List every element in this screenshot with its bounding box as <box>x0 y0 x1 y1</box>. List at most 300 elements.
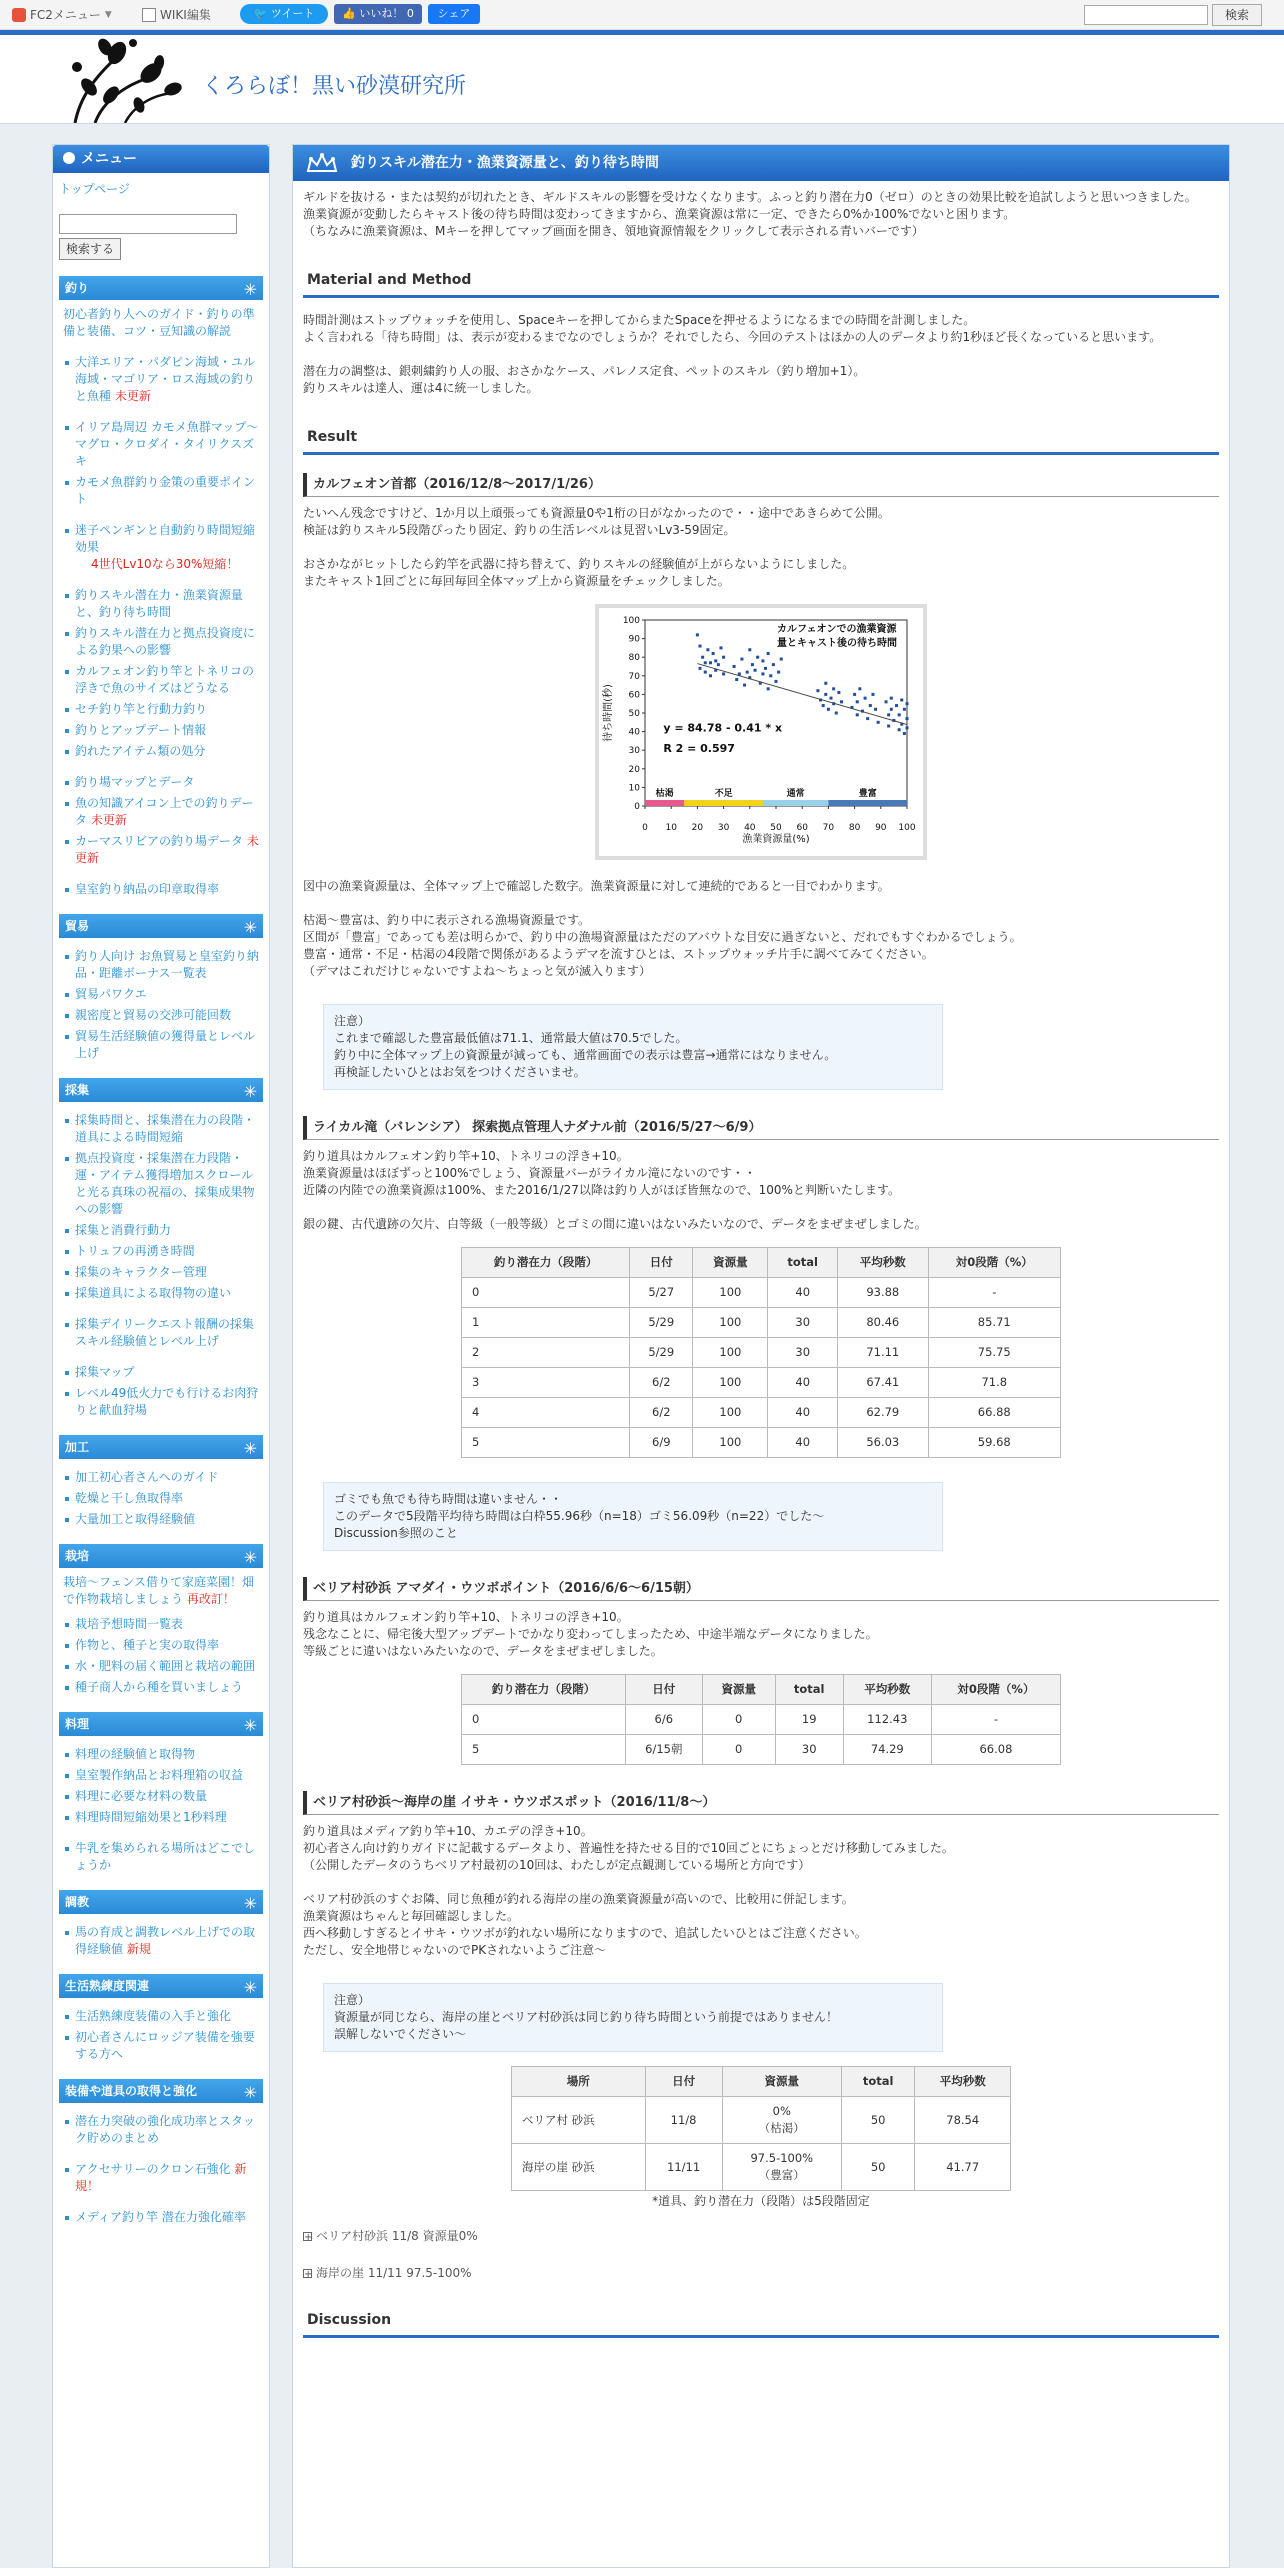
sidebar-item-link[interactable]: 牛乳を集められる場所はどこでしょうか <box>75 1841 256 1872</box>
sidebar-item[interactable] <box>63 1364 259 1381</box>
sidebar-item[interactable] <box>63 743 259 760</box>
sidebar-item[interactable] <box>63 1316 259 1350</box>
table-cell: 100 <box>693 1278 768 1308</box>
sidebar-menu-title: メニュー <box>81 151 137 167</box>
twitter-bird-icon: 🐦 <box>253 7 268 20</box>
share-button[interactable] <box>428 4 480 24</box>
calpheon-line: おさかながヒットしたら釣竿を武器に持ち替えて、釣りスキルの経験値が上がらないようにしました。 <box>303 557 855 571</box>
top-search-input[interactable] <box>1084 5 1208 25</box>
velia-line: 残念なことに、帰宅後大型アップデートでかなり変わってしまったため、中途半端なデータになりました。 <box>303 1627 878 1641</box>
mm-line: 時間計測はストップウォッチを使用し、Spaceキーを押してからまたSpaceを押せるようになるまでの時間を計測しました。 <box>303 313 976 327</box>
table-cell: 3 <box>462 1368 630 1398</box>
velia-cliff-line: 釣り道具はメディア釣り竿+10、カエデの浮き+10。 <box>303 1824 593 1838</box>
sidebar-item-link[interactable]: 採集のキャラクター管理 <box>75 1265 207 1279</box>
intro-text <box>303 189 1219 240</box>
sidebar-item-link[interactable]: 種子商人から種を買いましょう <box>75 1680 244 1694</box>
sidebar-category-header <box>59 2079 263 2103</box>
sidebar-item-link[interactable]: 釣り人向け お魚貿易と皇室釣り納品・距離ボーナス一覧表 <box>75 949 259 980</box>
table-cell: 5 <box>462 1735 626 1765</box>
table-header-cell: 釣り潜在力（段階） <box>462 1248 630 1278</box>
sidebar-item[interactable] <box>63 1616 259 1633</box>
sidebar-item-link[interactable]: 採集と消費行動力 <box>75 1223 172 1237</box>
sidebar-item-link[interactable]: カルフェオン釣り竿とトネリコの浮きで魚のサイズはどうなる <box>75 664 255 695</box>
sidebar-item-link[interactable]: 釣りスキル潜在力・漁業資源量と、釣り待ち時間 <box>75 588 243 619</box>
data-point <box>890 708 893 711</box>
data-point <box>900 698 903 701</box>
x-tick-label: 20 <box>691 823 704 833</box>
sidebar-item-link[interactable]: 料理時間短縮効果と1秒料理 <box>75 1810 227 1824</box>
new-badge: 新規 <box>123 1942 151 1956</box>
note2-line: Discussion参照のこと <box>334 1526 458 1540</box>
sidebar-item[interactable] <box>63 1658 259 1675</box>
note1-line: 釣り中に全体マップ上の資源量が減っても、通常画面での表示は豊富→通常にはなりません。 <box>334 1048 837 1062</box>
table-cell: 40 <box>768 1398 838 1428</box>
y-tick-label: 0 <box>634 802 640 812</box>
zone-label: 不足 <box>714 789 733 799</box>
sidebar-item[interactable] <box>63 354 259 405</box>
sidebar-item[interactable] <box>63 1385 259 1419</box>
sidebar-item-link[interactable]: 貿易パワクエ <box>75 987 147 1001</box>
table-cell: 0 <box>462 1278 630 1308</box>
sparkle-icon: ✳ <box>243 280 257 299</box>
sidebar-item-link[interactable]: カモメ魚群釣り金策の重要ポイント <box>75 475 256 506</box>
sidebar-item[interactable] <box>63 587 259 621</box>
velia-cliff-line: 漁業資源はちゃんと毎回確認しました。 <box>303 1909 520 1923</box>
crown-icon <box>305 151 339 175</box>
sidebar-item[interactable] <box>63 1028 259 1062</box>
chevron-down-icon: ▼ <box>104 9 112 20</box>
table-cell: 海岸の崖 砂浜 <box>512 2144 646 2191</box>
fc2-menu[interactable] <box>12 6 112 23</box>
table-caption: *道具、釣り潜在力（段階）は5段階固定 <box>652 2194 870 2208</box>
tweet-button[interactable] <box>240 4 328 24</box>
floral-logo-icon <box>55 37 185 123</box>
table-row <box>462 1428 1061 1458</box>
data-point <box>704 661 707 664</box>
sidebar-item[interactable] <box>63 774 259 791</box>
data-point <box>754 669 757 672</box>
table-cell: 40 <box>768 1368 838 1398</box>
new-badge: 未更新 <box>111 389 151 403</box>
data-point <box>853 693 856 696</box>
table-row <box>462 1278 1061 1308</box>
table-header-cell: 日付 <box>645 2067 722 2097</box>
table-cell: 50 <box>841 2097 915 2144</box>
table-cell: 11/11 <box>645 2144 722 2191</box>
raikal-line: 漁業資源量はほぼずっと100%でしょう、資源量バーがライカル滝にないのです・・ <box>303 1166 756 1180</box>
data-point <box>733 665 736 668</box>
wiki-edit-label: WIKI編集 <box>160 8 211 22</box>
data-point <box>830 697 833 700</box>
regression-equation: y = 84.78 - 0.41 * x <box>663 721 783 735</box>
tweet-label: ツイート <box>270 7 315 20</box>
sidebar-item-link[interactable]: メディア釣り竿 潜在力強化確率 <box>75 2210 246 2224</box>
data-point <box>866 717 869 720</box>
sidebar-item[interactable] <box>63 1679 259 1696</box>
sparkle-icon: ✳ <box>243 1439 257 1458</box>
fold-cliff-label: 海岸の崖 11/11 97.5-100% <box>316 2266 472 2280</box>
section-material-method: Material and Method <box>303 266 1219 298</box>
data-point <box>722 656 725 659</box>
sidebar-item-link[interactable]: イリア島周辺 カモメ魚群マップ～マグロ・クロダイ・タイリクスズキ <box>75 420 259 468</box>
x-tick-label: 30 <box>717 823 730 833</box>
table-cell: 19 <box>775 1705 843 1735</box>
sidebar-item-link[interactable]: 作物と、種子と実の取得率 <box>75 1638 220 1652</box>
data-point <box>856 713 859 716</box>
table-header-cell: 資源量 <box>702 1675 775 1705</box>
note1-line: これまで確認した豊富最低値は71.1、通常最大値は70.5でした。 <box>334 1031 688 1045</box>
fold-velia[interactable] <box>303 2228 1219 2245</box>
mm-line: 潜在力の調整は、銀刺繍釣り人の服、おさかなケース、パレノス定食、ペットのスキル（釣り増加+1）。 <box>303 364 866 378</box>
zone-label: 通常 <box>786 789 805 799</box>
table-cell: 5/29 <box>630 1308 693 1338</box>
data-point <box>885 700 888 703</box>
calpheon-after-line: 豊富・通常・不足・枯渇の4段階で関係があるようデマを流すひとは、ストップウォッチ片手に調べてみてください。 <box>303 947 934 961</box>
table-cell: 71.8 <box>928 1368 1060 1398</box>
sidebar-item[interactable] <box>63 881 259 898</box>
sidebar-category-title: 貿易 <box>65 919 90 933</box>
velia-cliff-text <box>303 1823 1219 1959</box>
table-cell: 2 <box>462 1338 630 1368</box>
table-cell: 6/15朝 <box>625 1735 702 1765</box>
table-cell: 1 <box>462 1308 630 1338</box>
sidebar-item-link[interactable]: 料理に必要な材料の数量 <box>75 1789 208 1803</box>
sidebar-category <box>59 914 263 1062</box>
fc2-menu-label: FC2メニュー <box>30 8 101 22</box>
sidebar-item[interactable] <box>63 419 259 470</box>
table-cell: 66.88 <box>928 1398 1060 1428</box>
data-point <box>704 671 707 674</box>
data-point <box>699 667 702 670</box>
table-header-cell: 平均秒数 <box>838 1248 928 1278</box>
new-badge: 未更新 <box>87 813 127 827</box>
zone-band <box>828 800 907 806</box>
sidebar-item[interactable] <box>63 701 259 718</box>
new-badge: 再改訂！ <box>183 1592 235 1606</box>
sidebar-item[interactable] <box>63 833 259 867</box>
data-point <box>735 678 738 681</box>
velia-line: 釣り道具はカルフェオン釣り竿+10、トネリコの浮き+10。 <box>303 1610 629 1624</box>
table-cell: 85.71 <box>928 1308 1060 1338</box>
sidebar-item-link[interactable]: 加工初心者さんへのガイド <box>75 1470 219 1484</box>
sidebar-item-link[interactable]: カーマスリビアの釣り場データ <box>75 834 244 848</box>
sidebar-item[interactable] <box>63 1490 259 1507</box>
fc2-logo-icon <box>12 8 26 22</box>
like-label: いいね！ 0 <box>359 7 414 20</box>
sidebar-category-intro-link[interactable]: 栽培～フェンス借りて家庭菜園！畑で作物栽培しましょう 再改訂！ <box>63 1575 255 1606</box>
bullet-icon <box>63 152 75 164</box>
r-squared-label: R 2 = 0.597 <box>663 742 735 756</box>
sidebar-category <box>59 1890 263 1958</box>
intro-line: （ちなみに漁業資源は、Mキーを押してマップ画面を開き、領地資源情報をクリックして表示される青いバーです） <box>303 224 924 238</box>
data-point <box>775 680 778 683</box>
main-content <box>292 144 1230 2568</box>
sidebar-item[interactable] <box>63 1112 259 1146</box>
data-point <box>898 728 901 731</box>
sidebar-item[interactable] <box>63 1840 259 1874</box>
calpheon-text <box>303 505 1219 590</box>
note2-line: このデータで5段階平均待ち時間は白枠55.96秒（n=18）ゴミ56.09秒（n=22）でした～ <box>334 1509 825 1523</box>
sidebar-item[interactable] <box>63 1007 259 1024</box>
sidebar-item-link[interactable]: セチ釣り竿と行動力釣り <box>75 702 208 716</box>
table-cell: 40 <box>768 1428 838 1458</box>
table-header-cell: 資源量 <box>693 1248 768 1278</box>
data-point <box>709 661 712 664</box>
note-box-3 <box>323 1983 943 2052</box>
sidebar-item-link[interactable]: 栽培予想時間一覧表 <box>75 1617 184 1631</box>
sidebar-search <box>59 214 263 260</box>
sidebar-category-header <box>59 1078 263 1102</box>
sidebar-category <box>59 2079 263 2226</box>
table-cell: 75.75 <box>928 1338 1060 1368</box>
sidebar-item[interactable] <box>63 1788 259 1805</box>
data-point <box>827 708 830 711</box>
sidebar-category <box>59 276 263 898</box>
sidebar-item-link[interactable]: 親密度と貿易の交渉可能回数 <box>75 1008 232 1022</box>
sidebar-item-link[interactable]: 水・肥料の届く範囲と栽培の範囲 <box>75 1659 256 1673</box>
sidebar-category-header <box>59 276 263 300</box>
table-cell: 80.46 <box>838 1308 928 1338</box>
zone-label: 豊富 <box>858 789 877 799</box>
table-cell: 0 <box>702 1705 775 1735</box>
intro-line: 漁業資源が変動したらキャスト後の待ち時間は変わってきますから、漁業資源は常に一定、できたら0%か100%でないと困ります。 <box>303 207 1016 221</box>
sparkle-icon: ✳ <box>243 1548 257 1567</box>
sidebar-item[interactable] <box>63 1243 259 1260</box>
scatter-chart <box>599 608 923 856</box>
data-point <box>895 704 898 707</box>
table-cell: 6/2 <box>630 1368 693 1398</box>
sidebar-item-link[interactable]: 釣りスキル潜在力と拠点投資度による釣果への影響 <box>75 626 255 657</box>
sidebar-item-link[interactable]: 採集時間と、採集潜在力の段階・道具による時間短縮 <box>75 1113 256 1144</box>
y-tick-label: 30 <box>628 746 640 757</box>
data-point <box>764 667 767 670</box>
sidebar-item[interactable] <box>63 2161 259 2195</box>
sidebar-item-link[interactable]: 大量加工と取得経験値 <box>75 1512 196 1526</box>
sidebar-search-button[interactable]: 検索する <box>59 238 121 260</box>
material-method-text <box>303 312 1219 397</box>
table-cell: 66.08 <box>931 1735 1060 1765</box>
sidebar-category-intro-link[interactable]: 初心者釣り人へのガイド・釣りの準備と装備、コツ・豆知識の解説 <box>63 307 255 338</box>
note3-line: 資源量が同じなら、海岸の崖とベリア村砂浜は同じ釣り待ち時間という前提ではありません！ <box>334 2010 839 2024</box>
sidebar-item[interactable] <box>63 1285 259 1302</box>
velia-text <box>303 1609 1219 1660</box>
sidebar-item[interactable] <box>63 2029 259 2063</box>
table-header-cell: 日付 <box>630 1248 693 1278</box>
subsection-velia-cliff: ベリア村砂浜～海岸の崖 イサキ・ウツボスポット（2016/11/8～） <box>303 1791 1219 1815</box>
data-point <box>874 708 877 711</box>
sidebar-item-link[interactable]: 釣り場マップとデータ <box>75 775 195 789</box>
table-row <box>462 1308 1061 1338</box>
sidebar-item-link[interactable]: 迷子ペンギンと自動釣り時間短縮効果 <box>75 523 255 554</box>
sidebar-item[interactable] <box>63 1222 259 1239</box>
sidebar-item[interactable] <box>63 986 259 1003</box>
table-cell: 5 <box>462 1428 630 1458</box>
sidebar-item-link[interactable]: 採集マップ <box>75 1365 135 1379</box>
sidebar-item-link[interactable]: トリュフの再湧き時間 <box>75 1244 195 1258</box>
sidebar-item[interactable] <box>63 1746 259 1763</box>
sidebar-item[interactable] <box>63 1469 259 1486</box>
table-row <box>462 1705 1061 1735</box>
sidebar-item[interactable] <box>63 522 259 573</box>
table-cell: 6/6 <box>625 1705 702 1735</box>
calpheon-discussion-text <box>303 878 1219 980</box>
like-button[interactable] <box>334 4 422 24</box>
data-point <box>719 646 722 649</box>
sidebar-category-title: 採集 <box>65 1083 90 1097</box>
table-cell: 30 <box>768 1338 838 1368</box>
calpheon-line: たいへん残念ですけど、1か月以上頑張っても資源量0や1桁の日がなかったので・・途中であきらめて公開。 <box>303 506 890 520</box>
subsection-velia: ベリア村砂浜 アマダイ・ウツボポイント（2016/6/6～6/15朝） <box>303 1577 1219 1601</box>
data-point <box>706 648 709 651</box>
sidebar-item[interactable] <box>63 474 259 508</box>
sidebar-category-title: 料理 <box>65 1717 90 1731</box>
data-point <box>858 687 861 690</box>
article-body <box>293 181 1229 2346</box>
sidebar-item-link[interactable]: 皇室製作納品とお料理箱の収益 <box>75 1768 244 1782</box>
sidebar-item[interactable] <box>63 2008 259 2025</box>
table-cell: 0 <box>462 1705 626 1735</box>
table-cell: 0% （枯渇） <box>722 2097 841 2144</box>
site-title[interactable]: くろらぼ！黒い砂漠研究所 <box>202 74 467 99</box>
sidebar-item-link[interactable]: 採集デイリークエスト報酬の採集スキル経験値とレベル上げ <box>75 1317 254 1348</box>
data-point <box>709 674 712 677</box>
sidebar-category-header <box>59 1435 263 1459</box>
sidebar-item-link[interactable]: 魚の知識アイコン上での釣りデータ <box>75 796 254 827</box>
sidebar-item-link[interactable]: 乾燥と干し魚取得率 <box>75 1491 184 1505</box>
sidebar-item-link[interactable]: 初心者さんにロッジア装備を強要する方へ <box>75 2030 255 2061</box>
site-header <box>0 30 1284 124</box>
intro-line: ギルドを抜ける・または契約が切れたとき、ギルドスキルの影響を受けなくなります。ふっと釣り潜在力0（ゼロ）のときの効果比較を追試しようと思いつきました。 <box>303 190 1197 204</box>
data-point <box>761 672 764 675</box>
sidebar-categories <box>59 276 263 2226</box>
note3-line: 誤解しないでください～ <box>334 2027 467 2041</box>
mm-line: 釣りスキルは達人、運は4に統一しました。 <box>303 381 539 395</box>
subsection-raikal: ライカル滝（バレンシア） 探索拠点管理人ナダナル前（2016/5/27～6/9） <box>303 1116 1219 1140</box>
sidebar-item[interactable] <box>63 2209 259 2226</box>
sidebar-search-input[interactable] <box>59 214 237 234</box>
data-point <box>837 691 840 694</box>
sidebar <box>52 144 270 2568</box>
sidebar-item-link[interactable]: 拠点投資度・採集潜在力段階・運・アイテム獲得増加スクロールと光る真珠の祝福の、採集成果物への影響 <box>75 1151 255 1216</box>
sidebar-item-link[interactable]: 採集道具による取得物の違い <box>75 1286 232 1300</box>
sidebar-item[interactable] <box>63 722 259 739</box>
table-cell: 78.54 <box>915 2097 1011 2144</box>
sidebar-item[interactable] <box>63 663 259 697</box>
table-cell: 100 <box>693 1308 768 1338</box>
raikal-line <box>303 1199 1219 1216</box>
table-cell: 74.29 <box>843 1735 931 1765</box>
sidebar-item-link[interactable]: 馬の育成と調教レベル上げでの取得経験値 <box>75 1925 256 1956</box>
table-cell: 100 <box>693 1368 768 1398</box>
sidebar-item[interactable] <box>63 1767 259 1784</box>
table-cell: 93.88 <box>838 1278 928 1308</box>
section-discussion: Discussion <box>303 2306 1219 2338</box>
sidebar-top-page-link[interactable]: トップページ <box>59 182 130 196</box>
data-point <box>743 684 746 687</box>
table-cell: 59.68 <box>928 1428 1060 1458</box>
sidebar-item-link[interactable]: 料理の経験値と取得物 <box>75 1747 196 1761</box>
table-cell: 6/2 <box>630 1398 693 1428</box>
table-cell: 67.41 <box>838 1368 928 1398</box>
y-axis-label: 待ち時間(秒) <box>603 684 614 742</box>
data-point <box>903 708 906 711</box>
data-point <box>701 656 704 659</box>
calpheon-line: またキャスト1回ごとに毎回毎回全体マップ上から資源量をチェックしました。 <box>303 574 730 588</box>
sidebar-item-link[interactable]: 釣れたアイテム類の処分 <box>75 744 206 758</box>
velia-cliff-line: 初心者さん向け釣りガイドに記載するデータより、普遍性を持たせる目的で10回ごとにちょっとだけ移動してみました。 <box>303 1841 954 1855</box>
wiki-edit-link[interactable] <box>142 6 211 23</box>
fold-cliff[interactable] <box>303 2265 1219 2282</box>
data-point <box>822 704 825 707</box>
note1-line: 再検証したいひとはお気をつけくださいませ。 <box>334 1065 586 1079</box>
sidebar-item[interactable] <box>63 625 259 659</box>
x-tick-label: 0 <box>642 823 648 833</box>
top-search-button[interactable]: 検索 <box>1212 4 1262 26</box>
table-cell: 97.5-100% （豊富） <box>722 2144 841 2191</box>
sidebar-item[interactable] <box>63 795 259 829</box>
x-tick-label: 90 <box>875 823 887 833</box>
raikal-line: 釣り道具はカルフェオン釣り竿+10、トネリコの浮き+10。 <box>303 1149 629 1163</box>
sidebar-item[interactable] <box>63 1637 259 1654</box>
sidebar-item[interactable] <box>63 1924 259 1958</box>
data-point <box>761 659 764 662</box>
sidebar-item-link[interactable]: アクセサリーのクロン石強化 <box>75 2162 231 2176</box>
table-header-cell: total <box>775 1675 843 1705</box>
calpheon-after-line: 枯渇～豊富は、釣り中に表示される漁場資源量です。 <box>303 913 591 927</box>
sidebar-item[interactable] <box>63 2113 259 2147</box>
sidebar-item-link[interactable]: 生活熟練度装備の入手と強化 <box>75 2009 232 2023</box>
table-row <box>462 1398 1061 1428</box>
data-point <box>777 671 780 674</box>
sidebar-item-link[interactable]: レベル49低火力でも行けるお肉狩りと献血狩場 <box>75 1386 259 1417</box>
x-tick-label: 80 <box>848 823 861 833</box>
sidebar-item[interactable] <box>63 948 259 982</box>
sidebar-item[interactable] <box>63 1264 259 1281</box>
sidebar-item-link[interactable]: 貿易生活経験値の獲得量とレベル上げ <box>75 1029 256 1060</box>
sidebar-item-link[interactable]: 皇室釣り納品の印章取得率 <box>75 882 220 896</box>
table-row <box>462 1338 1061 1368</box>
sidebar-category-title: 生活熟練度関連 <box>65 1979 150 1993</box>
raikal-table <box>461 1247 1061 1458</box>
sidebar-item-link[interactable]: 潜在力突破の強化成功率とスタック貯めのまとめ <box>75 2114 256 2145</box>
calpheon-after-line: 図中の漁業資源量は、全体マップ上で確認した数字。漁業資源量に対して連続的であると一目でわかります。 <box>303 879 890 893</box>
pencil-icon <box>142 8 156 22</box>
raikal-text <box>303 1148 1219 1233</box>
y-tick-label: 20 <box>628 764 640 775</box>
new-badge: 未更新 <box>75 834 259 865</box>
table-cell: 56.03 <box>838 1428 928 1458</box>
sidebar-item-link[interactable]: 釣りとアップデート情報 <box>75 723 207 737</box>
sidebar-item[interactable] <box>63 1511 259 1528</box>
sidebar-item[interactable] <box>63 1809 259 1826</box>
fold-velia-label: ベリア村砂浜 11/8 資源量0% <box>316 2229 478 2243</box>
table-header-cell: 平均秒数 <box>843 1675 931 1705</box>
sparkle-icon: ✳ <box>243 1894 257 1913</box>
sidebar-item-link[interactable]: 大洋エリア・パダピン海域・ユル海域・マゴリア・ロス海域の釣りと魚種 <box>75 355 256 403</box>
table-cell: 30 <box>775 1735 843 1765</box>
table-row <box>512 2144 1011 2191</box>
article-header <box>293 145 1229 181</box>
table-header-cell: 資源量 <box>722 2067 841 2097</box>
table-header-cell: 日付 <box>625 1675 702 1705</box>
sidebar-item[interactable] <box>63 1150 259 1218</box>
chart-title: カルフェオンでの漁業資源 <box>777 624 897 635</box>
data-point <box>714 659 717 662</box>
calpheon-after-line <box>303 895 1219 912</box>
data-point <box>903 732 906 735</box>
velia-cliff-line: ベリア村砂浜のすぐお隣、同じ魚種が釣れる海岸の崖の漁業資源量が高いので、比較用に併記します。 <box>303 1892 854 1906</box>
fc2-topbar <box>0 0 1284 30</box>
